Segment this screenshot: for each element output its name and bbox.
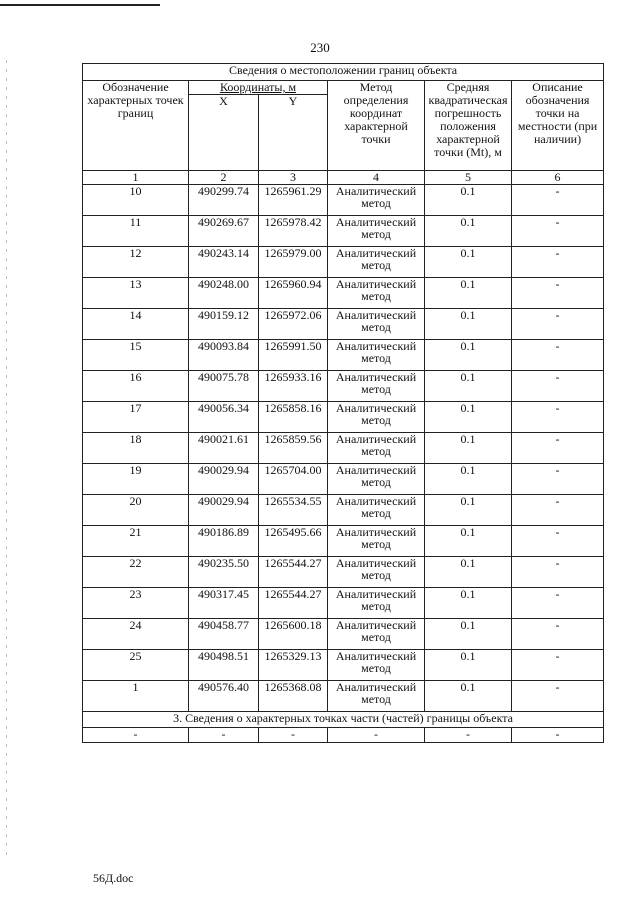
method-cell: Аналитический метод	[328, 557, 425, 588]
x-cell: 490056.34	[189, 402, 259, 433]
column-number: 2	[189, 171, 259, 185]
x-cell: 490243.14	[189, 247, 259, 278]
empty-cell: -	[328, 728, 425, 743]
description-cell: -	[512, 309, 604, 340]
accuracy-cell: 0.1	[425, 619, 512, 650]
point-id-cell: 15	[83, 340, 189, 371]
description-cell: -	[512, 340, 604, 371]
description-cell: -	[512, 495, 604, 526]
table-row	[83, 650, 604, 681]
y-cell: 1265991.50	[259, 340, 328, 371]
y-cell: 1265544.27	[259, 588, 328, 619]
point-id-cell: 12	[83, 247, 189, 278]
empty-cell: -	[425, 728, 512, 743]
x-cell: 490186.89	[189, 526, 259, 557]
description-cell: -	[512, 526, 604, 557]
x-cell: 490576.40	[189, 681, 259, 712]
section3-title: 3. Сведения о характерных точках части (частей) границы объекта	[83, 712, 604, 728]
point-id-cell: 19	[83, 464, 189, 495]
column-number: 5	[425, 171, 512, 185]
method-cell: Аналитический метод	[328, 588, 425, 619]
column-numbers-row	[83, 171, 604, 185]
description-cell: -	[512, 402, 604, 433]
scan-edge-mark	[0, 4, 160, 6]
y-cell: 1265544.27	[259, 557, 328, 588]
column-number: 1	[83, 171, 189, 185]
y-cell: 1265859.56	[259, 433, 328, 464]
x-cell: 490248.00	[189, 278, 259, 309]
accuracy-cell: 0.1	[425, 495, 512, 526]
accuracy-cell: 0.1	[425, 278, 512, 309]
point-id-cell: 23	[83, 588, 189, 619]
point-id-cell: 1	[83, 681, 189, 712]
y-cell: 1265961.29	[259, 185, 328, 216]
header-description: Описание обозначения точки на местности (при наличии)	[512, 81, 604, 171]
method-cell: Аналитический метод	[328, 526, 425, 557]
table-row	[83, 557, 604, 588]
method-cell: Аналитический метод	[328, 433, 425, 464]
table-title: Сведения о местоположении границ объекта	[83, 64, 604, 81]
table-row	[83, 681, 604, 712]
empty-cell: -	[189, 728, 259, 743]
y-cell: 1265600.18	[259, 619, 328, 650]
description-cell: -	[512, 557, 604, 588]
header-accuracy: Средняя квадратическая погрешность положения характерной точки (Mt), м	[425, 81, 512, 171]
point-id-cell: 16	[83, 371, 189, 402]
header-y: Y	[259, 95, 328, 171]
method-cell: Аналитический метод	[328, 185, 425, 216]
method-cell: Аналитический метод	[328, 216, 425, 247]
description-cell: -	[512, 216, 604, 247]
accuracy-cell: 0.1	[425, 650, 512, 681]
column-number: 3	[259, 171, 328, 185]
description-cell: -	[512, 247, 604, 278]
x-cell: 490317.45	[189, 588, 259, 619]
x-cell: 490458.77	[189, 619, 259, 650]
y-cell: 1265704.00	[259, 464, 328, 495]
column-number: 4	[328, 171, 425, 185]
method-cell: Аналитический метод	[328, 371, 425, 402]
point-id-cell: 11	[83, 216, 189, 247]
header-coordinates: Координаты, м	[189, 81, 328, 95]
header-method: Метод определения координат характерной точки	[328, 81, 425, 171]
accuracy-cell: 0.1	[425, 557, 512, 588]
table-row	[83, 247, 604, 278]
description-cell: -	[512, 185, 604, 216]
description-cell: -	[512, 588, 604, 619]
accuracy-cell: 0.1	[425, 247, 512, 278]
accuracy-cell: 0.1	[425, 340, 512, 371]
point-id-cell: 25	[83, 650, 189, 681]
accuracy-cell: 0.1	[425, 526, 512, 557]
table-row	[83, 619, 604, 650]
y-cell: 1265978.42	[259, 216, 328, 247]
point-id-cell: 18	[83, 433, 189, 464]
table-row	[83, 278, 604, 309]
point-id-cell: 14	[83, 309, 189, 340]
x-cell: 490021.61	[189, 433, 259, 464]
point-id-cell: 17	[83, 402, 189, 433]
y-cell: 1265960.94	[259, 278, 328, 309]
description-cell: -	[512, 278, 604, 309]
description-cell: -	[512, 464, 604, 495]
description-cell: -	[512, 681, 604, 712]
y-cell: 1265329.13	[259, 650, 328, 681]
accuracy-cell: 0.1	[425, 588, 512, 619]
accuracy-cell: 0.1	[425, 309, 512, 340]
empty-cell: -	[512, 728, 604, 743]
accuracy-cell: 0.1	[425, 464, 512, 495]
table-row	[83, 433, 604, 464]
footer-filename: 56Д.doc	[93, 871, 134, 885]
empty-cell: -	[83, 728, 189, 743]
x-cell: 490498.51	[189, 650, 259, 681]
table-row	[83, 526, 604, 557]
point-id-cell: 24	[83, 619, 189, 650]
method-cell: Аналитический метод	[328, 278, 425, 309]
point-id-cell: 13	[83, 278, 189, 309]
section3-row	[83, 728, 604, 743]
point-id-cell: 21	[83, 526, 189, 557]
y-cell: 1265858.16	[259, 402, 328, 433]
method-cell: Аналитический метод	[328, 402, 425, 433]
accuracy-cell: 0.1	[425, 185, 512, 216]
x-cell: 490029.94	[189, 495, 259, 526]
accuracy-cell: 0.1	[425, 433, 512, 464]
x-cell: 490299.74	[189, 185, 259, 216]
description-cell: -	[512, 650, 604, 681]
scan-left-edge	[6, 60, 7, 860]
method-cell: Аналитический метод	[328, 340, 425, 371]
table-row	[83, 185, 604, 216]
table-row	[83, 495, 604, 526]
description-cell: -	[512, 619, 604, 650]
table-row	[83, 216, 604, 247]
x-cell: 490235.50	[189, 557, 259, 588]
x-cell: 490159.12	[189, 309, 259, 340]
point-id-cell: 10	[83, 185, 189, 216]
accuracy-cell: 0.1	[425, 402, 512, 433]
column-number: 6	[512, 171, 604, 185]
method-cell: Аналитический метод	[328, 495, 425, 526]
boundary-table	[82, 63, 604, 743]
description-cell: -	[512, 371, 604, 402]
point-id-cell: 22	[83, 557, 189, 588]
method-cell: Аналитический метод	[328, 681, 425, 712]
y-cell: 1265933.16	[259, 371, 328, 402]
accuracy-cell: 0.1	[425, 216, 512, 247]
page-number: 230	[310, 40, 330, 55]
y-cell: 1265368.08	[259, 681, 328, 712]
accuracy-cell: 0.1	[425, 371, 512, 402]
table-row	[83, 371, 604, 402]
header-designation: Обозначение характерных точек границ	[83, 81, 189, 171]
method-cell: Аналитический метод	[328, 619, 425, 650]
x-cell: 490269.67	[189, 216, 259, 247]
y-cell: 1265972.06	[259, 309, 328, 340]
x-cell: 490029.94	[189, 464, 259, 495]
accuracy-cell: 0.1	[425, 681, 512, 712]
y-cell: 1265534.55	[259, 495, 328, 526]
point-id-cell: 20	[83, 495, 189, 526]
table-row	[83, 402, 604, 433]
table-row	[83, 340, 604, 371]
method-cell: Аналитический метод	[328, 309, 425, 340]
method-cell: Аналитический метод	[328, 650, 425, 681]
header-x: X	[189, 95, 259, 171]
empty-cell: -	[259, 728, 328, 743]
y-cell: 1265495.66	[259, 526, 328, 557]
x-cell: 490075.78	[189, 371, 259, 402]
table-row	[83, 588, 604, 619]
method-cell: Аналитический метод	[328, 247, 425, 278]
description-cell: -	[512, 433, 604, 464]
method-cell: Аналитический метод	[328, 464, 425, 495]
x-cell: 490093.84	[189, 340, 259, 371]
table-row	[83, 464, 604, 495]
table-row	[83, 309, 604, 340]
y-cell: 1265979.00	[259, 247, 328, 278]
